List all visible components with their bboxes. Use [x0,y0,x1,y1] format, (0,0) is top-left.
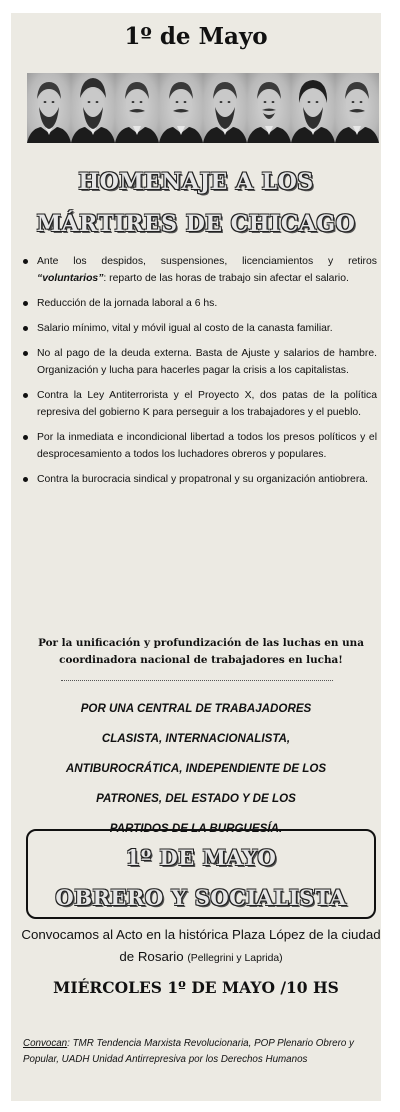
event-date: MIÉRCOLES 1º DE MAYO /10 HS [53,978,339,997]
demand-text: No al pago de la deuda externa. Basta de Ajuste y salarios de hambre. Organización y lucha para hacerles pagar la crisis a los capitalistas. [37,348,377,376]
may-box-line-2: OBRERO Y SOCIALISTA [55,885,347,910]
central-line: PATRONES, DEL ESTADO Y DE LOS [96,792,296,805]
portrait-5 [203,73,247,143]
portrait-4 [159,73,203,143]
portrait-3 [115,73,159,143]
demand-item [23,320,377,337]
demands-list [23,253,377,488]
demand-text: Contra la burocracia sindical y propatronal y su organización antiobrera. [37,474,368,485]
portrait-6 [247,73,291,143]
flyer-sheet [11,13,381,1101]
flyer-title: 1º de Mayo [124,23,268,50]
demand-item [23,345,377,379]
event-location: (Pellegrini y Laprida) [187,953,283,964]
martyrs-portrait-strip [27,73,381,143]
headline-line-2: MÁRTIRES DE CHICAGO [36,211,356,237]
demand-item [23,471,377,488]
demand-item [23,295,377,312]
demand-text: dos patas de la política represiva del gobierno K para perseguir a los trabajadores y el pueblo. [37,390,377,418]
demand-text: Salario mínimo, vital y móvil igual al costo de la canasta familiar. [37,323,333,334]
central-line: PARTIDOS DE LA BURGUESÍA. [109,822,283,835]
central-trabajadores-block [11,694,381,844]
organizers-label: Convocan [23,1038,68,1049]
demand-item [23,387,377,421]
central-line: POR UNA CENTRAL DE TRABAJADORES [80,702,312,715]
demand-text: Ante los despidos, suspensiones, licenciamientos y retiros [37,256,377,267]
demand-item [23,253,377,287]
demand-text: Por la inmediata e incondicional libertad a todos los presos políticos y el desprocesamiento a todos los luchadores obreros y populares. [37,432,377,460]
central-line: ANTIBUROCRÁTICA, INDEPENDIENTE DE LOS [65,762,327,775]
event-invitation [21,924,381,970]
organizers-text: : TMR Tendencia Marxista Revolucionaria, POP Plenario Obrero y Popular, UADH Unidad Antirrepresiva por los Derechos Humanos [23,1038,354,1065]
demand-text: : reparto de las horas de trabajo sin afectar el salario. [103,273,349,284]
headline-line-1: HOMENAJE A LOS [78,169,314,195]
may-box-line-1: 1º DE MAYO [125,845,277,870]
demand-text: Reducción de la jornada laboral a 6 hs. [37,298,218,309]
portrait-7 [291,73,335,143]
demand-text: “voluntarios” [37,273,104,284]
organizers [23,1036,373,1067]
unification-slogan: Por la unificación y profundización de las luchas en una coordinadora nacional de trabajadores en lucha! [38,637,364,666]
portrait-1 [27,73,71,143]
demand-item [23,429,377,463]
dotted-divider [61,680,333,681]
central-line: CLASISTA, INTERNACIONALISTA, [101,732,291,745]
may-day-box [26,829,376,919]
portrait-2 [71,73,115,143]
demand-text: Contra la Ley Antiterrorista y el Proyecto X, [37,390,255,401]
event-invitation-text: Convocamos al Acto en la histórica Plaza López de la ciudad de Rosario [21,927,381,964]
portrait-8 [335,73,379,143]
